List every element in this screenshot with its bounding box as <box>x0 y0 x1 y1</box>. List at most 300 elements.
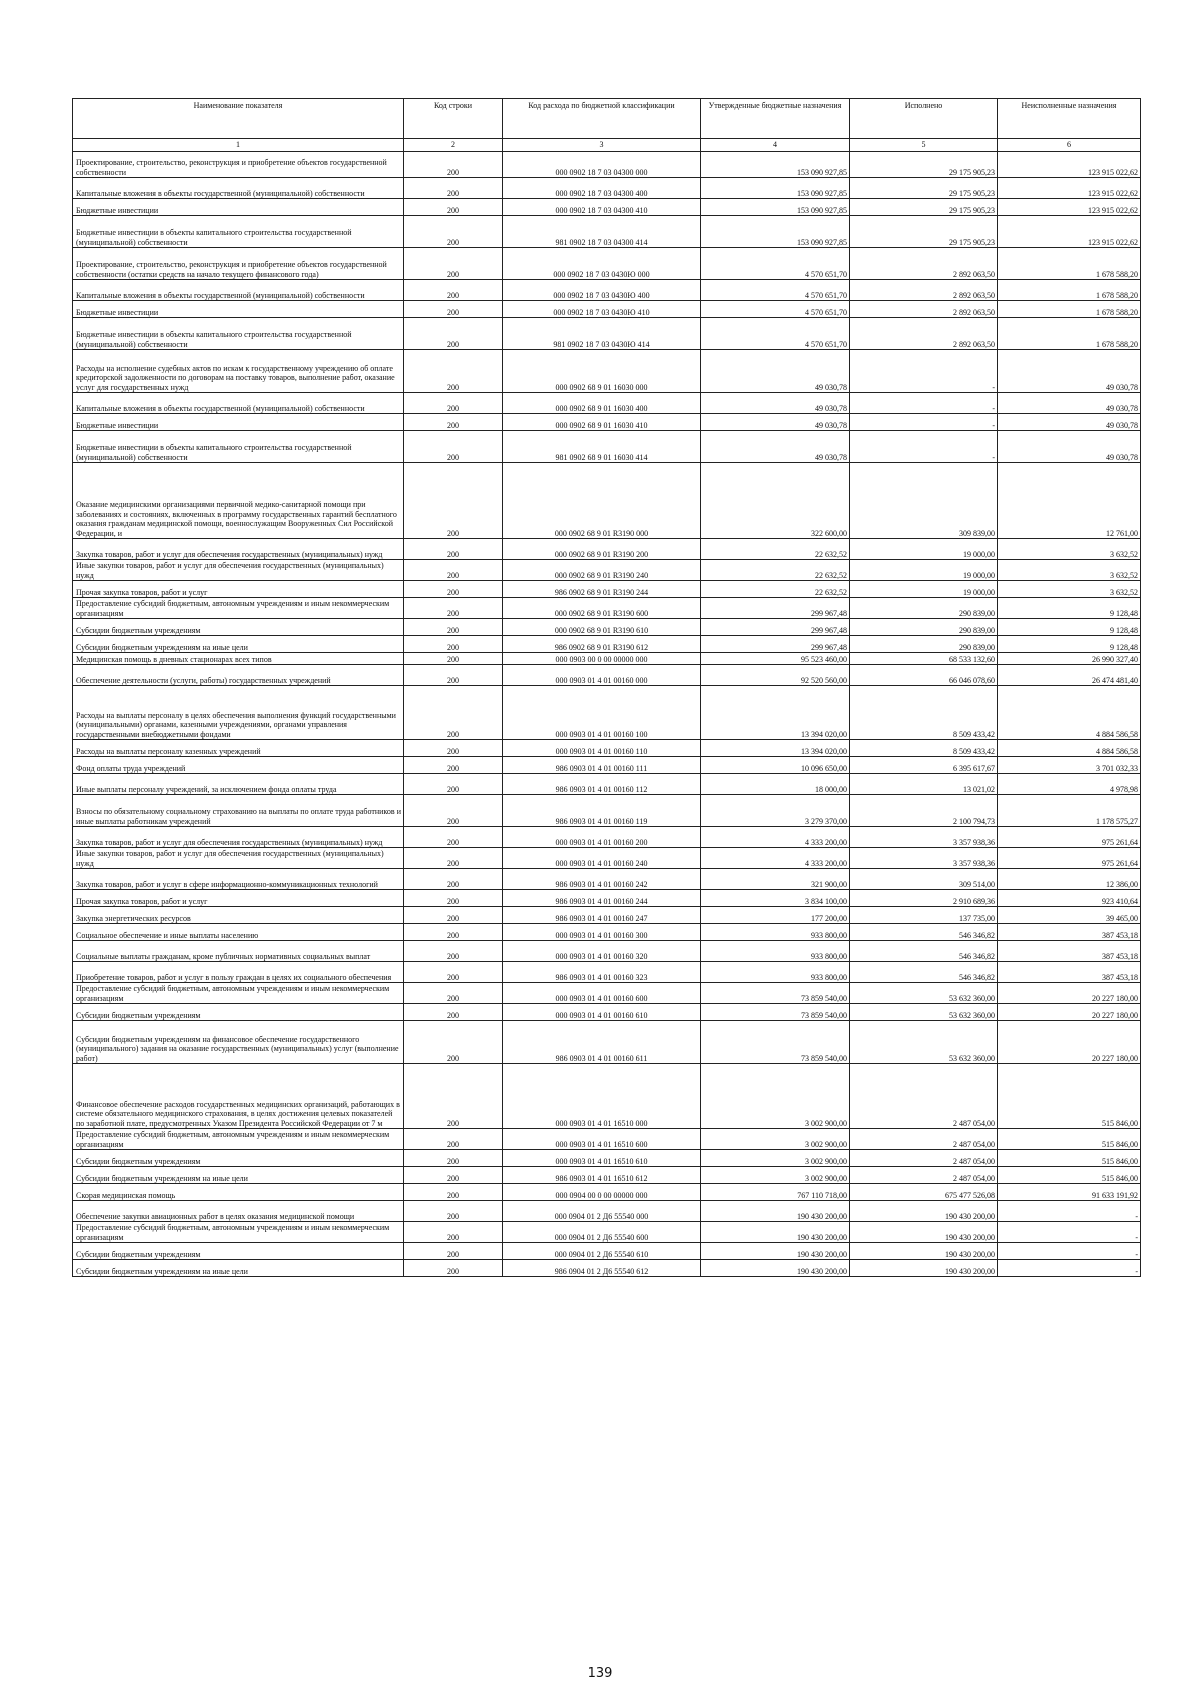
row-executed: 53 632 360,00 <box>850 1004 998 1021</box>
row-unexecuted: 975 261,64 <box>998 827 1141 848</box>
row-approved: 10 096 650,00 <box>701 757 850 774</box>
column-number: 4 <box>701 139 850 152</box>
row-line-code: 200 <box>404 757 503 774</box>
row-line-code: 200 <box>404 350 503 393</box>
row-unexecuted: 1 178 575,27 <box>998 795 1141 827</box>
row-budget-code: 986 0902 68 9 01 R3190 612 <box>503 636 701 653</box>
row-executed: 2 892 063,50 <box>850 301 998 318</box>
row-line-code: 200 <box>404 774 503 795</box>
table-row <box>73 560 1141 581</box>
row-executed: 309 514,00 <box>850 869 998 890</box>
table-row <box>73 890 1141 907</box>
row-name: Приобретение товаров, работ и услуг в пользу граждан в целях их социального обеспечения <box>73 962 404 983</box>
row-budget-code: 000 0903 01 4 01 00160 000 <box>503 665 701 686</box>
row-name: Предоставление субсидий бюджетным, автономным учреждениям и иным некоммерческим организациям <box>73 983 404 1004</box>
row-budget-code: 000 0902 68 9 01 R3190 000 <box>503 463 701 539</box>
row-line-code: 200 <box>404 740 503 757</box>
table-row <box>73 1064 1141 1129</box>
row-budget-code: 986 0904 01 2 Д6 55540 612 <box>503 1260 701 1277</box>
table-row <box>73 827 1141 848</box>
row-line-code: 200 <box>404 318 503 350</box>
row-name: Предоставление субсидий бюджетным, автономным учреждениям и иным некоммерческим организациям <box>73 1222 404 1243</box>
row-line-code: 200 <box>404 393 503 414</box>
row-approved: 3 002 900,00 <box>701 1150 850 1167</box>
row-unexecuted: - <box>998 1243 1141 1260</box>
row-approved: 49 030,78 <box>701 350 850 393</box>
row-approved: 933 800,00 <box>701 924 850 941</box>
row-approved: 299 967,48 <box>701 619 850 636</box>
row-approved: 4 570 651,70 <box>701 301 850 318</box>
row-unexecuted: 1 678 588,20 <box>998 318 1141 350</box>
table-row <box>73 740 1141 757</box>
table-row <box>73 414 1141 431</box>
row-executed: 19 000,00 <box>850 539 998 560</box>
row-line-code: 200 <box>404 431 503 463</box>
row-unexecuted: 3 632,52 <box>998 560 1141 581</box>
row-approved: 73 859 540,00 <box>701 983 850 1004</box>
row-budget-code: 986 0903 01 4 01 00160 611 <box>503 1021 701 1064</box>
row-executed: 53 632 360,00 <box>850 1021 998 1064</box>
row-line-code: 200 <box>404 795 503 827</box>
row-budget-code: 000 0903 01 4 01 00160 110 <box>503 740 701 757</box>
table-row <box>73 178 1141 199</box>
row-executed: 309 839,00 <box>850 463 998 539</box>
row-approved: 22 632,52 <box>701 560 850 581</box>
row-executed: 66 046 078,60 <box>850 665 998 686</box>
row-unexecuted: - <box>998 1222 1141 1243</box>
row-unexecuted: 3 632,52 <box>998 539 1141 560</box>
row-approved: 321 900,00 <box>701 869 850 890</box>
row-name: Бюджетные инвестиции <box>73 414 404 431</box>
row-executed: 3 357 938,36 <box>850 827 998 848</box>
row-unexecuted: 123 915 022,62 <box>998 216 1141 248</box>
row-name: Бюджетные инвестиции в объекты капитального строительства государственной (муниципальной) собственности <box>73 216 404 248</box>
row-line-code: 200 <box>404 581 503 598</box>
row-approved: 92 520 560,00 <box>701 665 850 686</box>
row-line-code: 200 <box>404 869 503 890</box>
row-unexecuted: 923 410,64 <box>998 890 1141 907</box>
row-budget-code: 000 0902 68 9 01 R3190 240 <box>503 560 701 581</box>
row-budget-code: 986 0903 01 4 01 00160 111 <box>503 757 701 774</box>
row-name: Субсидии бюджетным учреждениям <box>73 1150 404 1167</box>
table-row <box>73 907 1141 924</box>
row-line-code: 200 <box>404 653 503 665</box>
row-unexecuted: 975 261,64 <box>998 848 1141 869</box>
row-name: Бюджетные инвестиции <box>73 199 404 216</box>
row-executed: 2 100 794,73 <box>850 795 998 827</box>
row-budget-code: 981 0902 18 7 03 0430Ю 414 <box>503 318 701 350</box>
row-executed: - <box>850 414 998 431</box>
row-executed: 68 533 132,60 <box>850 653 998 665</box>
row-approved: 3 002 900,00 <box>701 1129 850 1150</box>
row-unexecuted: 4 884 586,58 <box>998 686 1141 740</box>
row-budget-code: 986 0903 01 4 01 00160 247 <box>503 907 701 924</box>
table-row <box>73 869 1141 890</box>
table-row <box>73 1167 1141 1184</box>
row-approved: 18 000,00 <box>701 774 850 795</box>
row-line-code: 200 <box>404 636 503 653</box>
row-budget-code: 000 0903 01 4 01 00160 320 <box>503 941 701 962</box>
table-row <box>73 962 1141 983</box>
row-line-code: 200 <box>404 560 503 581</box>
row-budget-code: 981 0902 68 9 01 16030 414 <box>503 431 701 463</box>
table-body <box>73 152 1141 1277</box>
row-approved: 933 800,00 <box>701 962 850 983</box>
row-line-code: 200 <box>404 1184 503 1201</box>
row-name: Финансовое обеспечение расходов государственных медицинских организаций, работающих в системе обязательного медицинского страхования, в целях достижения целевых показателей по заработной плате, предусмотренных Указом Президента Российской Федерации от 7 м <box>73 1064 404 1129</box>
row-executed: 290 839,00 <box>850 619 998 636</box>
table-row <box>73 924 1141 941</box>
row-budget-code: 000 0903 01 4 01 00160 600 <box>503 983 701 1004</box>
row-unexecuted: 20 227 180,00 <box>998 983 1141 1004</box>
row-executed: 190 430 200,00 <box>850 1201 998 1222</box>
row-budget-code: 000 0904 01 2 Д6 55540 000 <box>503 1201 701 1222</box>
row-name: Обеспечение деятельности (услуги, работы) государственных учреждений <box>73 665 404 686</box>
table-row <box>73 1129 1141 1150</box>
row-budget-code: 000 0902 68 9 01 R3190 600 <box>503 598 701 619</box>
row-budget-code: 000 0904 00 0 00 00000 000 <box>503 1184 701 1201</box>
row-executed: 2 892 063,50 <box>850 318 998 350</box>
row-unexecuted: - <box>998 1201 1141 1222</box>
table-row <box>73 463 1141 539</box>
row-line-code: 200 <box>404 280 503 301</box>
row-name: Прочая закупка товаров, работ и услуг <box>73 581 404 598</box>
row-unexecuted: 26 990 327,40 <box>998 653 1141 665</box>
table-row <box>73 216 1141 248</box>
row-name: Закупка товаров, работ и услуг в сфере информационно-коммуникационных технологий <box>73 869 404 890</box>
row-executed: 546 346,82 <box>850 962 998 983</box>
row-executed: 8 509 433,42 <box>850 740 998 757</box>
row-executed: 2 487 054,00 <box>850 1150 998 1167</box>
table-row <box>73 152 1141 178</box>
table-row <box>73 665 1141 686</box>
row-approved: 153 090 927,85 <box>701 199 850 216</box>
row-name: Субсидии бюджетным учреждениям <box>73 1243 404 1260</box>
row-approved: 299 967,48 <box>701 636 850 653</box>
row-approved: 153 090 927,85 <box>701 152 850 178</box>
row-executed: 2 487 054,00 <box>850 1167 998 1184</box>
row-name: Субсидии бюджетным учреждениям на иные цели <box>73 636 404 653</box>
row-name: Капитальные вложения в объекты государственной (муниципальной) собственности <box>73 178 404 199</box>
header-row <box>73 99 1141 139</box>
row-approved: 4 570 651,70 <box>701 248 850 280</box>
row-unexecuted: 515 846,00 <box>998 1150 1141 1167</box>
row-unexecuted: 4 978,98 <box>998 774 1141 795</box>
row-budget-code: 000 0902 68 9 01 16030 000 <box>503 350 701 393</box>
table-row <box>73 1243 1141 1260</box>
row-name: Медицинская помощь в дневных стационарах всех типов <box>73 653 404 665</box>
row-name: Субсидии бюджетным учреждениям на иные цели <box>73 1260 404 1277</box>
table-row <box>73 1260 1141 1277</box>
row-line-code: 200 <box>404 1150 503 1167</box>
row-budget-code: 000 0904 01 2 Д6 55540 600 <box>503 1222 701 1243</box>
row-name: Расходы на выплаты персоналу казенных учреждений <box>73 740 404 757</box>
row-line-code: 200 <box>404 827 503 848</box>
row-executed: - <box>850 350 998 393</box>
row-unexecuted: 1 678 588,20 <box>998 280 1141 301</box>
row-executed: 19 000,00 <box>850 560 998 581</box>
row-unexecuted: 39 465,00 <box>998 907 1141 924</box>
row-name: Бюджетные инвестиции <box>73 301 404 318</box>
row-approved: 767 110 718,00 <box>701 1184 850 1201</box>
row-unexecuted: 1 678 588,20 <box>998 301 1141 318</box>
header-name: Наименование показателя <box>73 99 404 139</box>
row-line-code: 200 <box>404 539 503 560</box>
row-unexecuted: 9 128,48 <box>998 598 1141 619</box>
row-executed: 290 839,00 <box>850 598 998 619</box>
row-line-code: 200 <box>404 248 503 280</box>
row-budget-code: 000 0902 18 7 03 04300 410 <box>503 199 701 216</box>
row-approved: 22 632,52 <box>701 581 850 598</box>
row-line-code: 200 <box>404 890 503 907</box>
row-approved: 4 333 200,00 <box>701 848 850 869</box>
table-row <box>73 1184 1141 1201</box>
row-name: Закупка товаров, работ и услуг для обеспечения государственных (муниципальных) нужд <box>73 539 404 560</box>
row-name: Оказание медицинскими организациями первичной медико-санитарной помощи при заболеваниях и состояниях, включенных в программу государственных гарантий бесплатного оказания гражданам медицинской помощи, военнослужащим Вооруженных Сил Российской Федерации, и <box>73 463 404 539</box>
row-name: Субсидии бюджетным учреждениям на иные цели <box>73 1167 404 1184</box>
row-unexecuted: 3 632,52 <box>998 581 1141 598</box>
row-unexecuted: 123 915 022,62 <box>998 152 1141 178</box>
row-line-code: 200 <box>404 216 503 248</box>
row-approved: 95 523 460,00 <box>701 653 850 665</box>
row-line-code: 200 <box>404 686 503 740</box>
row-approved: 322 600,00 <box>701 463 850 539</box>
column-number: 5 <box>850 139 998 152</box>
row-name: Предоставление субсидий бюджетным, автономным учреждениям и иным некоммерческим организациям <box>73 1129 404 1150</box>
table-row <box>73 1004 1141 1021</box>
row-budget-code: 000 0903 01 4 01 00160 200 <box>503 827 701 848</box>
column-number: 3 <box>503 139 701 152</box>
row-unexecuted: 1 678 588,20 <box>998 248 1141 280</box>
table-row <box>73 636 1141 653</box>
row-budget-code: 986 0903 01 4 01 00160 119 <box>503 795 701 827</box>
row-unexecuted: 515 846,00 <box>998 1064 1141 1129</box>
row-executed: 190 430 200,00 <box>850 1260 998 1277</box>
row-name: Закупка товаров, работ и услуг для обеспечения государственных (муниципальных) нужд <box>73 827 404 848</box>
table-row <box>73 1222 1141 1243</box>
table-row <box>73 1150 1141 1167</box>
row-budget-code: 000 0902 68 9 01 16030 410 <box>503 414 701 431</box>
row-line-code: 200 <box>404 1064 503 1129</box>
header-budget-code: Код расхода по бюджетной классификации <box>503 99 701 139</box>
row-budget-code: 000 0902 18 7 03 0430Ю 400 <box>503 280 701 301</box>
table-row <box>73 539 1141 560</box>
row-unexecuted: 9 128,48 <box>998 636 1141 653</box>
column-number: 1 <box>73 139 404 152</box>
row-line-code: 200 <box>404 941 503 962</box>
row-approved: 73 859 540,00 <box>701 1004 850 1021</box>
row-budget-code: 981 0902 18 7 03 04300 414 <box>503 216 701 248</box>
row-name: Обеспечение закупки авиационных работ в целях оказания медицинской помощи <box>73 1201 404 1222</box>
table-row <box>73 774 1141 795</box>
row-name: Взносы по обязательному социальному страхованию на выплаты по оплате труда работников и иные выплаты работникам учреждений <box>73 795 404 827</box>
row-budget-code: 000 0903 01 4 01 00160 100 <box>503 686 701 740</box>
row-approved: 3 834 100,00 <box>701 890 850 907</box>
row-budget-code: 986 0903 01 4 01 00160 323 <box>503 962 701 983</box>
row-name: Скорая медицинская помощь <box>73 1184 404 1201</box>
table-row <box>73 280 1141 301</box>
row-approved: 3 002 900,00 <box>701 1064 850 1129</box>
row-budget-code: 000 0902 18 7 03 0430Ю 410 <box>503 301 701 318</box>
row-unexecuted: 387 453,18 <box>998 924 1141 941</box>
row-unexecuted: 123 915 022,62 <box>998 178 1141 199</box>
row-unexecuted: 123 915 022,62 <box>998 199 1141 216</box>
row-executed: 290 839,00 <box>850 636 998 653</box>
row-executed: 675 477 526,08 <box>850 1184 998 1201</box>
row-approved: 22 632,52 <box>701 539 850 560</box>
row-line-code: 200 <box>404 152 503 178</box>
row-line-code: 200 <box>404 1021 503 1064</box>
column-number-row <box>73 139 1141 152</box>
row-unexecuted: 49 030,78 <box>998 431 1141 463</box>
row-unexecuted: 91 633 191,92 <box>998 1184 1141 1201</box>
table-row <box>73 686 1141 740</box>
header-approved: Утвержденные бюджетные назначения <box>701 99 850 139</box>
row-unexecuted: 12 761,00 <box>998 463 1141 539</box>
row-name: Проектирование, строительство, реконструкция и приобретение объектов государственной собственности <box>73 152 404 178</box>
table-row <box>73 983 1141 1004</box>
row-budget-code: 986 0903 01 4 01 00160 244 <box>503 890 701 907</box>
row-approved: 190 430 200,00 <box>701 1222 850 1243</box>
table-row <box>73 1021 1141 1064</box>
header-executed: Исполнено <box>850 99 998 139</box>
row-unexecuted: 12 386,00 <box>998 869 1141 890</box>
table-row <box>73 350 1141 393</box>
row-budget-code: 000 0903 01 4 01 16510 610 <box>503 1150 701 1167</box>
table-row <box>73 1201 1141 1222</box>
row-line-code: 200 <box>404 983 503 1004</box>
row-name: Субсидии бюджетным учреждениям <box>73 1004 404 1021</box>
row-executed: 2 910 689,36 <box>850 890 998 907</box>
row-line-code: 200 <box>404 665 503 686</box>
table-row <box>73 581 1141 598</box>
row-line-code: 200 <box>404 962 503 983</box>
row-budget-code: 000 0902 68 9 01 R3190 200 <box>503 539 701 560</box>
row-approved: 49 030,78 <box>701 393 850 414</box>
row-unexecuted: 9 128,48 <box>998 619 1141 636</box>
column-number: 6 <box>998 139 1141 152</box>
table-row <box>73 653 1141 665</box>
table-row <box>73 795 1141 827</box>
row-executed: 137 735,00 <box>850 907 998 924</box>
table-row <box>73 757 1141 774</box>
budget-execution-table-container <box>72 98 1140 1277</box>
row-budget-code: 000 0903 00 0 00 00000 000 <box>503 653 701 665</box>
row-line-code: 200 <box>404 1222 503 1243</box>
row-unexecuted: 3 701 032,33 <box>998 757 1141 774</box>
row-name: Предоставление субсидий бюджетным, автономным учреждениям и иным некоммерческим организациям <box>73 598 404 619</box>
row-name: Расходы на выплаты персоналу в целях обеспечения выполнения функций государственными (муниципальными) органами, казенными учреждениями, органами управления государственными внебюджетными фондами <box>73 686 404 740</box>
row-budget-code: 000 0902 68 9 01 R3190 610 <box>503 619 701 636</box>
row-executed: 53 632 360,00 <box>850 983 998 1004</box>
row-name: Проектирование, строительство, реконструкция и приобретение объектов государственной собственности (остатки средств на начало текущего финансового года) <box>73 248 404 280</box>
row-line-code: 200 <box>404 1243 503 1260</box>
row-name: Социальное обеспечение и иные выплаты населению <box>73 924 404 941</box>
row-executed: 29 175 905,23 <box>850 178 998 199</box>
row-executed: 6 395 617,67 <box>850 757 998 774</box>
row-budget-code: 000 0902 18 7 03 04300 400 <box>503 178 701 199</box>
row-approved: 190 430 200,00 <box>701 1260 850 1277</box>
row-unexecuted: 4 884 586,58 <box>998 740 1141 757</box>
row-name: Социальные выплаты гражданам, кроме публичных нормативных социальных выплат <box>73 941 404 962</box>
row-approved: 4 570 651,70 <box>701 280 850 301</box>
row-line-code: 200 <box>404 463 503 539</box>
row-budget-code: 000 0903 01 4 01 00160 610 <box>503 1004 701 1021</box>
row-name: Расходы на исполнение судебных актов по искам к государственному учреждению об оплате кредиторской задолженности по договорам на поставку товаров, выполнение работ, оказание услуг для государственных нужд <box>73 350 404 393</box>
row-approved: 4 333 200,00 <box>701 827 850 848</box>
row-budget-code: 000 0902 18 7 03 04300 000 <box>503 152 701 178</box>
row-budget-code: 000 0903 01 4 01 16510 000 <box>503 1064 701 1129</box>
row-budget-code: 986 0903 01 4 01 00160 242 <box>503 869 701 890</box>
row-line-code: 200 <box>404 907 503 924</box>
table-row <box>73 393 1141 414</box>
row-budget-code: 986 0903 01 4 01 16510 612 <box>503 1167 701 1184</box>
row-executed: 13 021,02 <box>850 774 998 795</box>
row-line-code: 200 <box>404 1004 503 1021</box>
row-line-code: 200 <box>404 1167 503 1184</box>
row-budget-code: 986 0902 68 9 01 R3190 244 <box>503 581 701 598</box>
row-unexecuted: 49 030,78 <box>998 414 1141 431</box>
row-line-code: 200 <box>404 414 503 431</box>
table-row <box>73 941 1141 962</box>
row-unexecuted: 515 846,00 <box>998 1129 1141 1150</box>
row-line-code: 200 <box>404 598 503 619</box>
row-executed: 8 509 433,42 <box>850 686 998 740</box>
row-approved: 49 030,78 <box>701 414 850 431</box>
row-budget-code: 986 0903 01 4 01 00160 112 <box>503 774 701 795</box>
row-executed: 29 175 905,23 <box>850 216 998 248</box>
row-executed: 2 892 063,50 <box>850 280 998 301</box>
row-executed: 2 487 054,00 <box>850 1064 998 1129</box>
row-unexecuted: - <box>998 1260 1141 1277</box>
row-unexecuted: 387 453,18 <box>998 941 1141 962</box>
row-unexecuted: 387 453,18 <box>998 962 1141 983</box>
table-row <box>73 619 1141 636</box>
row-approved: 3 002 900,00 <box>701 1167 850 1184</box>
table-row <box>73 318 1141 350</box>
row-name: Бюджетные инвестиции в объекты капитального строительства государственной (муниципальной) собственности <box>73 318 404 350</box>
row-line-code: 200 <box>404 301 503 318</box>
row-executed: 3 357 938,36 <box>850 848 998 869</box>
row-executed: - <box>850 431 998 463</box>
row-executed: 19 000,00 <box>850 581 998 598</box>
row-name: Иные закупки товаров, работ и услуг для обеспечения государственных (муниципальных) нужд <box>73 848 404 869</box>
column-number: 2 <box>404 139 503 152</box>
table-row <box>73 199 1141 216</box>
row-line-code: 200 <box>404 1129 503 1150</box>
row-executed: 29 175 905,23 <box>850 199 998 216</box>
table-row <box>73 431 1141 463</box>
row-executed: 190 430 200,00 <box>850 1222 998 1243</box>
row-executed: 2 892 063,50 <box>850 248 998 280</box>
row-approved: 153 090 927,85 <box>701 216 850 248</box>
row-approved: 933 800,00 <box>701 941 850 962</box>
row-approved: 299 967,48 <box>701 598 850 619</box>
row-executed: 546 346,82 <box>850 924 998 941</box>
row-name: Субсидии бюджетным учреждениям на финансовое обеспечение государственного (муниципального) задания на оказание государственных (муниципальных) услуг (выполнение работ) <box>73 1021 404 1064</box>
page-number: 139 <box>587 1666 613 1681</box>
row-name: Бюджетные инвестиции в объекты капитального строительства государственной (муниципальной) собственности <box>73 431 404 463</box>
row-approved: 153 090 927,85 <box>701 178 850 199</box>
budget-execution-table <box>72 98 1141 1277</box>
table-row <box>73 598 1141 619</box>
table-row <box>73 248 1141 280</box>
row-unexecuted: 515 846,00 <box>998 1167 1141 1184</box>
row-approved: 190 430 200,00 <box>701 1201 850 1222</box>
row-line-code: 200 <box>404 199 503 216</box>
row-name: Иные выплаты персоналу учреждений, за исключением фонда оплаты труда <box>73 774 404 795</box>
row-unexecuted: 49 030,78 <box>998 393 1141 414</box>
